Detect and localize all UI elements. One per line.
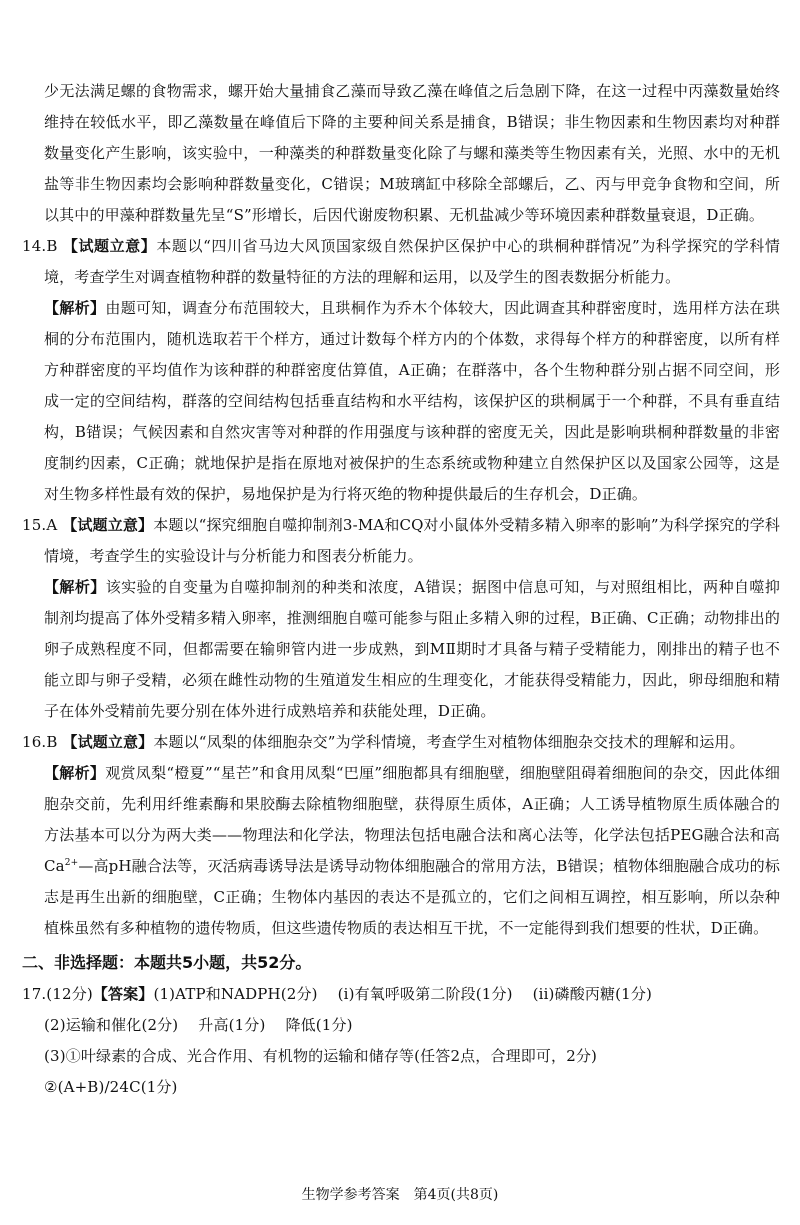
q17-part1-ii: (ii)磷酸丙糖(1分) (532, 985, 652, 1003)
q16-analysis-part2: —高pH融合法等，灭活病毒诱导法是诱导动物体细胞融合的常用方法，B错误；植物体细胞融合成功的标志是再生出新的细胞壁，C正确；生物体内基因的表达不是孤立的，它们之间相互调控，相互影响，所以杂种植株虽然有多种植物的遗传物质，但这些遗传物质的表达相互干扰，不一定能得到我们想要的性状，D正确。 (44, 857, 780, 937)
q16-intent (22, 727, 780, 758)
q17-answer-label: 【答案】 (92, 985, 154, 1003)
q15-analysis-text: 该实验的自变量为自噬抑制剂的种类和浓度，A错误；据图中信息可知，与对照组相比，两种自噬抑制剂均提高了体外受精多精入卵率，推测细胞自噬可能参与阻止多精入卵的过程，B正确、C正确；动物排出的卵子成熟程度不同，但都需要在输卵管内进一步成熟，到MⅡ期时才具备与精子受精能力，刚排出的精子也不能立即与卵子受精，必须在雌性动物的生殖道发生相应的生理变化，才能获得受精能力，因此，卵母细胞和精子在体外受精前先要分别在体外进行成熟培养和获能处理，D正确。 (44, 578, 780, 720)
q17-part2-b: 升高(1分) (198, 1016, 266, 1034)
answer-content (22, 76, 780, 1103)
q14-intent-text: 本题以“四川省马边大风顶国家级自然保护区保护中心的珙桐种群情况”为科学探究的学科情境，考查学生对调查植物种群的数量特征的方法的理解和运用，以及学生的图表数据分析能力。 (44, 237, 781, 286)
q17-line2 (22, 1010, 780, 1041)
q14-analysis-text: 由题可知，调查分布范围较大，且珙桐作为乔木个体较大，因此调查其种群密度时，选用样方法在珙桐的分布范围内，随机选取若干个样方，通过计数每个样方内的个体数，求得每个样方的种群密度，以所有样方种群密度的平均值作为该种群的种群密度估算值，A正确；在群落中，各个生物种群分别占据不同空间，形成一定的空间结构，群落的空间结构包括垂直结构和水平结构，该保护区的珙桐属于一个种群，不具有垂直结构，B错误；气候因素和自然灾害等对种群的作用强度与该种群的密度无关，因此是影响珙桐种群数量的非密度制约因素，C正确；就地保护是指在原地对被保护的生态系统或物种建立自然保护区以及国家公园等，这是对生物多样性最有效的保护，易地保护是为行将灭绝的物种提供最后的生存机会，D正确。 (44, 299, 780, 503)
q17-part1: (1)ATP和NADPH(2分) (153, 985, 318, 1003)
q16-ca-charge: 2+ (64, 858, 79, 868)
q16-answer: B (46, 733, 58, 751)
q16-intent-label: 【试题立意】 (62, 733, 154, 751)
q16-analysis-label: 【解析】 (44, 764, 106, 782)
q13-analysis-continued: 少无法满足螺的食物需求，螺开始大量捕食乙藻而导致乙藻在峰值之后急剧下降，在这一过程中丙藻数量始终维持在较低水平，即乙藻数量在峰值后下降的主要种间关系是捕食，B错误；非生物因素和生物因素均对种群数量变化产生影响，该实验中，一种藻类的种群数量变化除了与螺和藻类等生物因素有关，光照、水中的无机盐等非生物因素均会影响种群数量变化，C错误；M玻璃缸中移除全部螺后，乙、丙与甲竞争食物和空间，所以其中的甲藻种群数量先呈“S”形增长，后因代谢废物积累、无机盐减少等环境因素种群数量衰退，D正确。 (44, 82, 780, 224)
q15-intent-text: 本题以“探究细胞自噬抑制剂3-MA和CQ对小鼠体外受精多精入卵率的影响”为科学探究的学科情境，考查学生的实验设计与分析能力和图表分析能力。 (44, 516, 780, 565)
q15-answer: A (46, 516, 58, 534)
q15-intent-label: 【试题立意】 (62, 516, 154, 534)
q16-analysis-part1: 观赏凤梨“橙夏”“星芒”和食用凤梨“巴厘”细胞都具有细胞壁，细胞壁阻碍着细胞间的杂交，因此体细胞杂交前，先利用纤维素酶和果胶酶去除植物细胞壁，获得原生质体，A正确；人工诱导植物原生质体融合的方法基本可以分为两大类——物理法和化学法，物理法包括电融合法和离心法等，化学法包括PEG融合法和高 (44, 764, 780, 844)
q15-analysis (22, 572, 780, 727)
q14-analysis (22, 293, 780, 510)
q14-analysis-label: 【解析】 (44, 299, 106, 317)
q16-analysis (22, 758, 780, 944)
q16-ca-symbol: Ca (44, 857, 65, 875)
q17-line1 (22, 979, 780, 1010)
q14-intent (22, 231, 780, 293)
q15-intent (22, 510, 780, 572)
q17-part1-i: (i)有氧呼吸第二阶段(1分) (337, 985, 513, 1003)
q14-answer: B (46, 237, 58, 255)
section-title: 二、非选择题：本题共5小题，共52分。 (22, 953, 312, 972)
q17-line3: (3)①叶绿素的合成、光合作用、有机物的运输和储存等(任答2点，合理即可，2分) (44, 1047, 598, 1065)
q17-line4: ②(A+B)/24C(1分) (44, 1078, 178, 1096)
q15-analysis-label: 【解析】 (44, 578, 106, 596)
q17-part2-c: 降低(1分) (285, 1016, 353, 1034)
q15-number: 15. (22, 516, 47, 534)
q17-header: 17.(12分) (22, 985, 93, 1003)
q16-intent-text: 本题以“凤梨的体细胞杂交”为学科情境，考查学生对植物体细胞杂交技术的理解和运用。 (153, 733, 745, 751)
page-footer: 生物学参考答案 第4页(共8页) (301, 1187, 499, 1203)
q14-number: 14. (22, 237, 47, 255)
q17-part2-a: (2)运输和催化(2分) (44, 1016, 179, 1034)
q16-number: 16. (22, 733, 47, 751)
q14-intent-label: 【试题立意】 (62, 237, 157, 255)
